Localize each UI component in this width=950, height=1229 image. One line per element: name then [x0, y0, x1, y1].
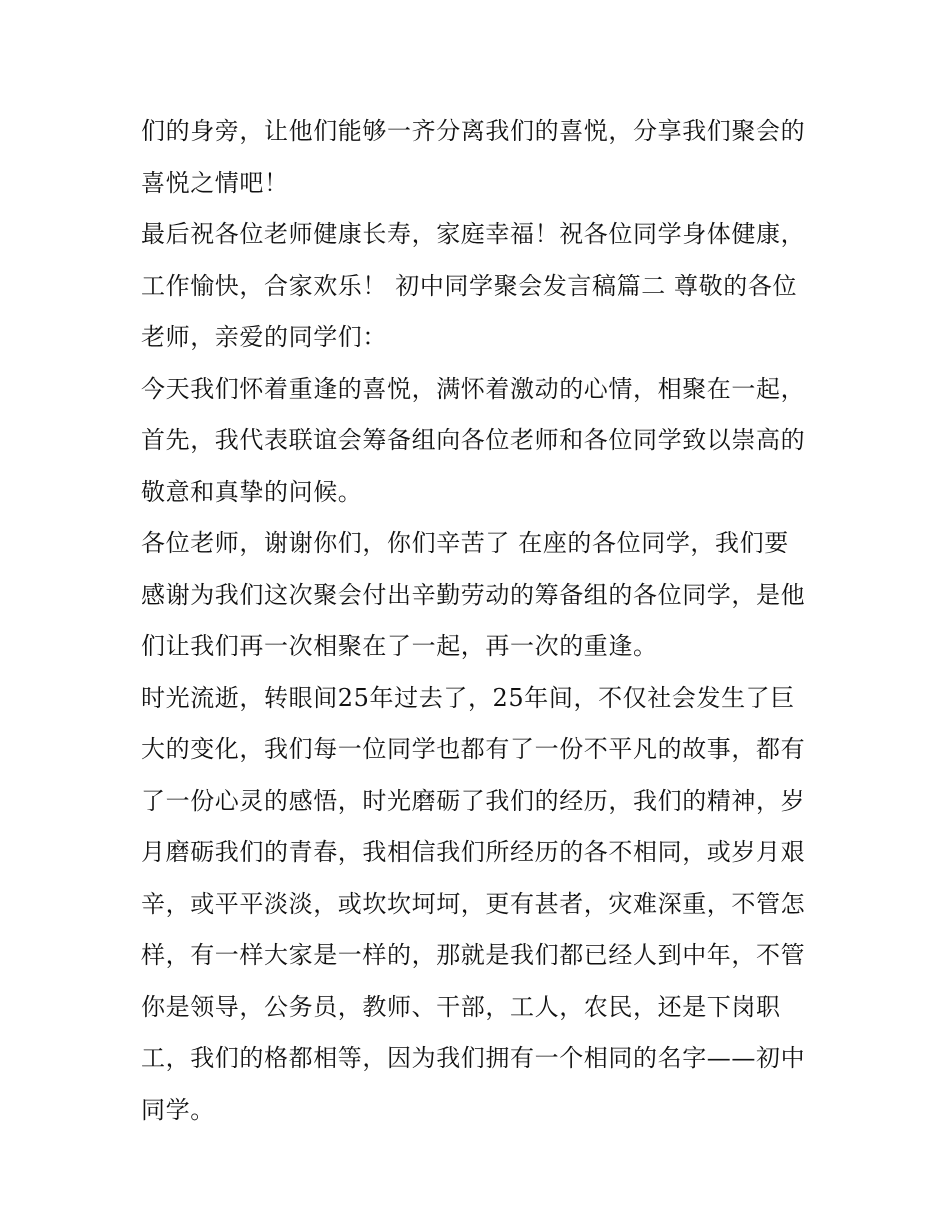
text-line: 最后祝各位老师健康长寿，家庭幸福！祝各位同学身体健康， [141, 220, 806, 248]
text-line: 喜悦之情吧！ [141, 168, 289, 197]
text-line: 了一份心灵的感悟，时光磨砺了我们的经历，我们的精神，岁 [141, 786, 806, 815]
text-line: 们让我们再一次相聚在了一起，再一次的重逢。 [141, 632, 658, 660]
text-line: 月磨砺我们的青春，我相信我们所经历的各不相同，或岁月艰 [141, 838, 806, 866]
text-line: 感谢为我们这次聚会付出辛勤劳动的筹备组的各位同学，是他 [141, 580, 806, 609]
text-line: 首先，我代表联谊会筹备组向各位老师和各位同学致以崇高的 [141, 426, 806, 454]
text-line: 你是领导，公务员，教师、干部，工人，农民，还是下岗职 [141, 992, 781, 1021]
text-line: 各位老师，谢谢你们，你们辛苦了 在座的各位同学，我们要 [141, 529, 789, 557]
body-text [141, 106, 821, 1136]
text-line: 工作愉快，合家欢乐！ 初中同学聚会发言稿篇二 尊敬的各位 [141, 271, 798, 300]
text-line: 敬意和真挚的问候。 [141, 477, 363, 506]
text-line: 样，有一样大家是一样的，那就是我们都已经人到中年，不管 [141, 941, 806, 969]
text-line: 工，我们的格都相等，因为我们拥有一个相同的名字——初中 [141, 1044, 806, 1072]
text-line: 老师，亲爱的同学们： [141, 323, 387, 351]
text-line: 辛，或平平淡淡，或坎坎坷坷，更有甚者，灾难深重，不管怎 [141, 889, 806, 918]
text-line: 时光流逝，转眼间25年过去了，25年间，不仅社会发生了巨 [141, 683, 795, 712]
text-line: 们的身旁，让他们能够一齐分离我们的喜悦，分享我们聚会的 [141, 117, 806, 145]
text-line: 今天我们怀着重逢的喜悦，满怀着激动的心情，相聚在一起， [141, 374, 806, 403]
text-line: 大的变化，我们每一位同学也都有了一份不平凡的故事，都有 [141, 735, 806, 763]
text-line: 同学。 [141, 1095, 215, 1124]
